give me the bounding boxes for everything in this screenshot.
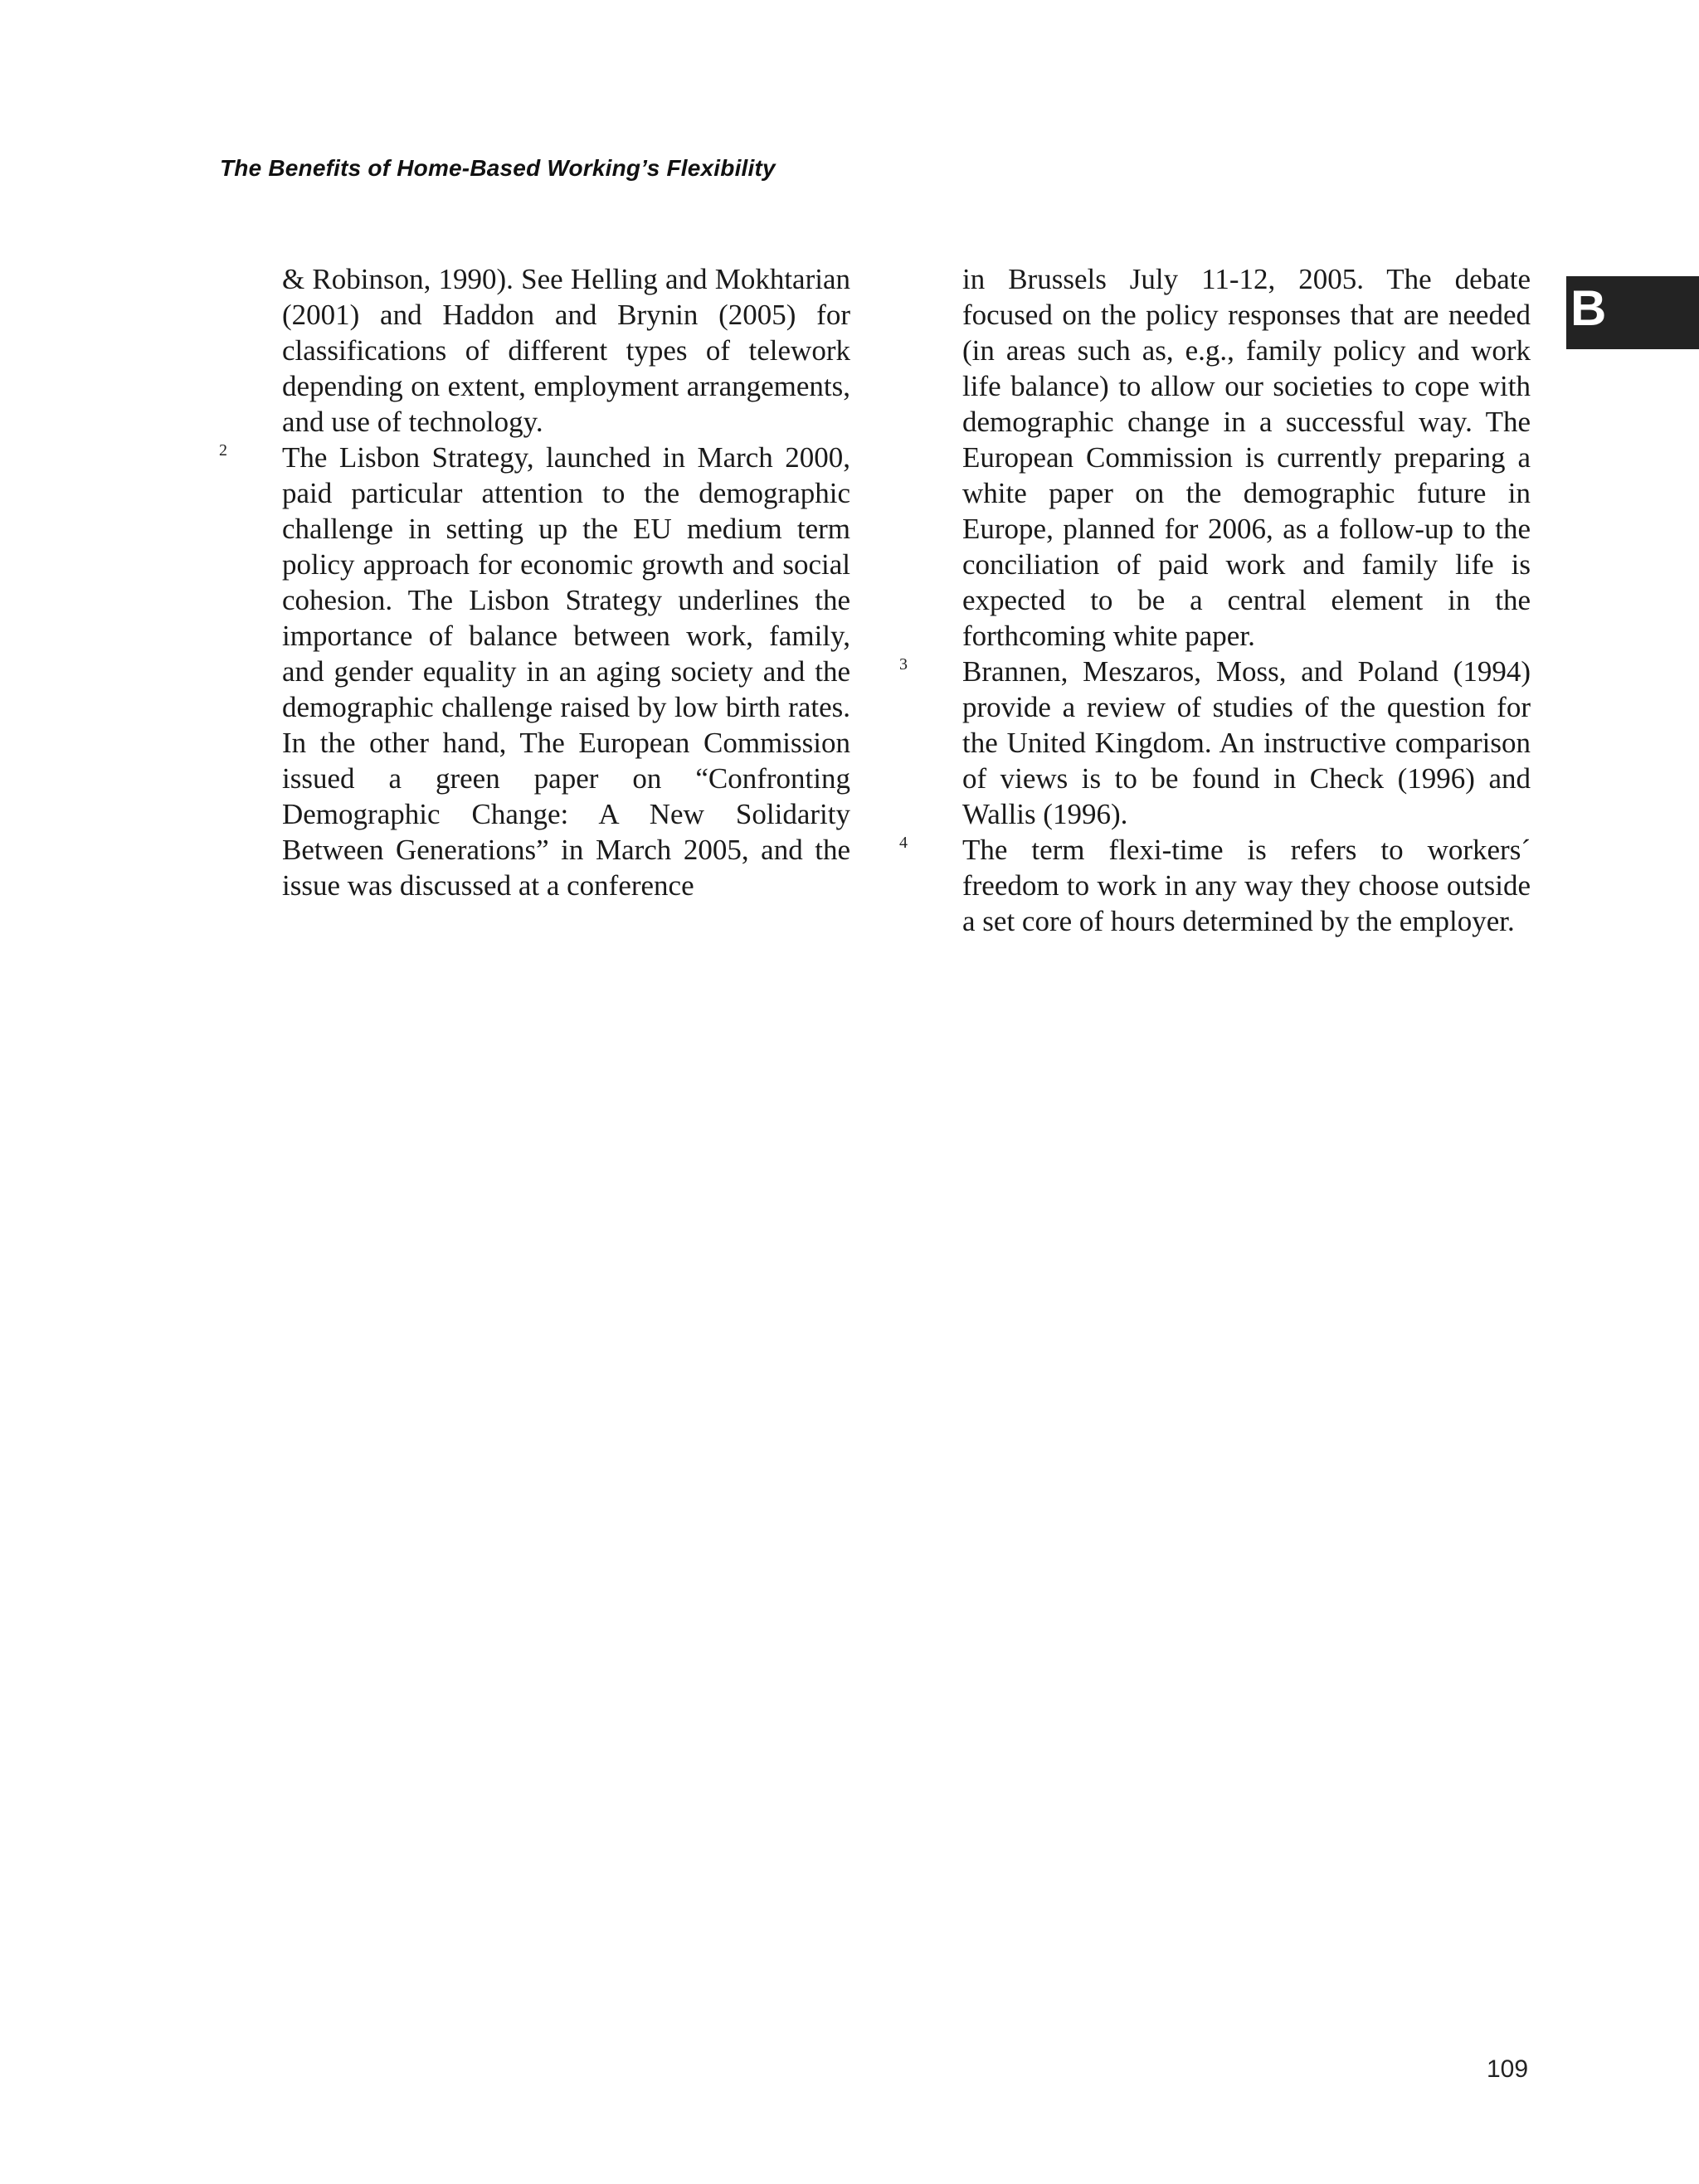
footnote-1-continued xyxy=(282,261,850,440)
footnote-2-continued xyxy=(962,261,1531,654)
footnote-2 xyxy=(219,440,850,903)
footnote-3 xyxy=(899,654,1531,832)
footnote-2-number: 2 xyxy=(219,441,227,460)
running-head: The Benefits of Home-Based Working’s Flexibility xyxy=(220,155,776,181)
footnote-2-text-left: The Lisbon Strategy, launched in March 2000, paid particular attention to the demographic challenge in setting up the EU medium term policy approach for economic growth and social cohesion. The Lisbon Strategy underlines the importance of balance between work, family, and gender equality in an aging society and the demographic challenge raised by low birth rates. In the other hand, The European Commission issued a green paper on “Confronting Demographic Change: A New Solidarity Between Generations” in March 2005, and the issue was discussed at a conference xyxy=(282,441,850,902)
footnote-3-text: Brannen, Meszaros, Moss, and Poland (1994) provide a review of studies of the question for the United Kingdom. An instructive comparison of views is to be found in Check (1996) and Wallis (1996). xyxy=(962,655,1531,830)
footnote-2-text-right: in Brussels July 11-12, 2005. The debate focused on the policy responses that are needed (in areas such as, e.g., family policy and work life balance) to allow our societies to cope with demographic change in a successful way. The European Commission is currently preparing a white paper on the demographic future in Europe, planned for 2006, as a follow-up to the conciliation of paid work and family life is expected to be a central element in the forthcoming white paper. xyxy=(962,263,1531,652)
footnote-1-text: & Robinson, 1990). See Helling and Mokhtarian (2001) and Haddon and Brynin (2005) for classifications of different types of telework depending on extent, employment arrangements, and use of technology. xyxy=(282,263,850,438)
footnote-3-number: 3 xyxy=(899,655,908,674)
page-number: 109 xyxy=(1487,2055,1529,2083)
footnote-column-left xyxy=(219,261,850,903)
footnote-4-number: 4 xyxy=(899,834,908,852)
footnote-4-text: The term flexi-time is refers to workers´ freedom to work in any way they choose outside a set core of hours determined by the employer. xyxy=(962,834,1531,937)
section-tab-letter: B xyxy=(1570,280,1607,336)
footnote-4 xyxy=(899,832,1531,939)
footnote-column-right xyxy=(899,261,1531,939)
